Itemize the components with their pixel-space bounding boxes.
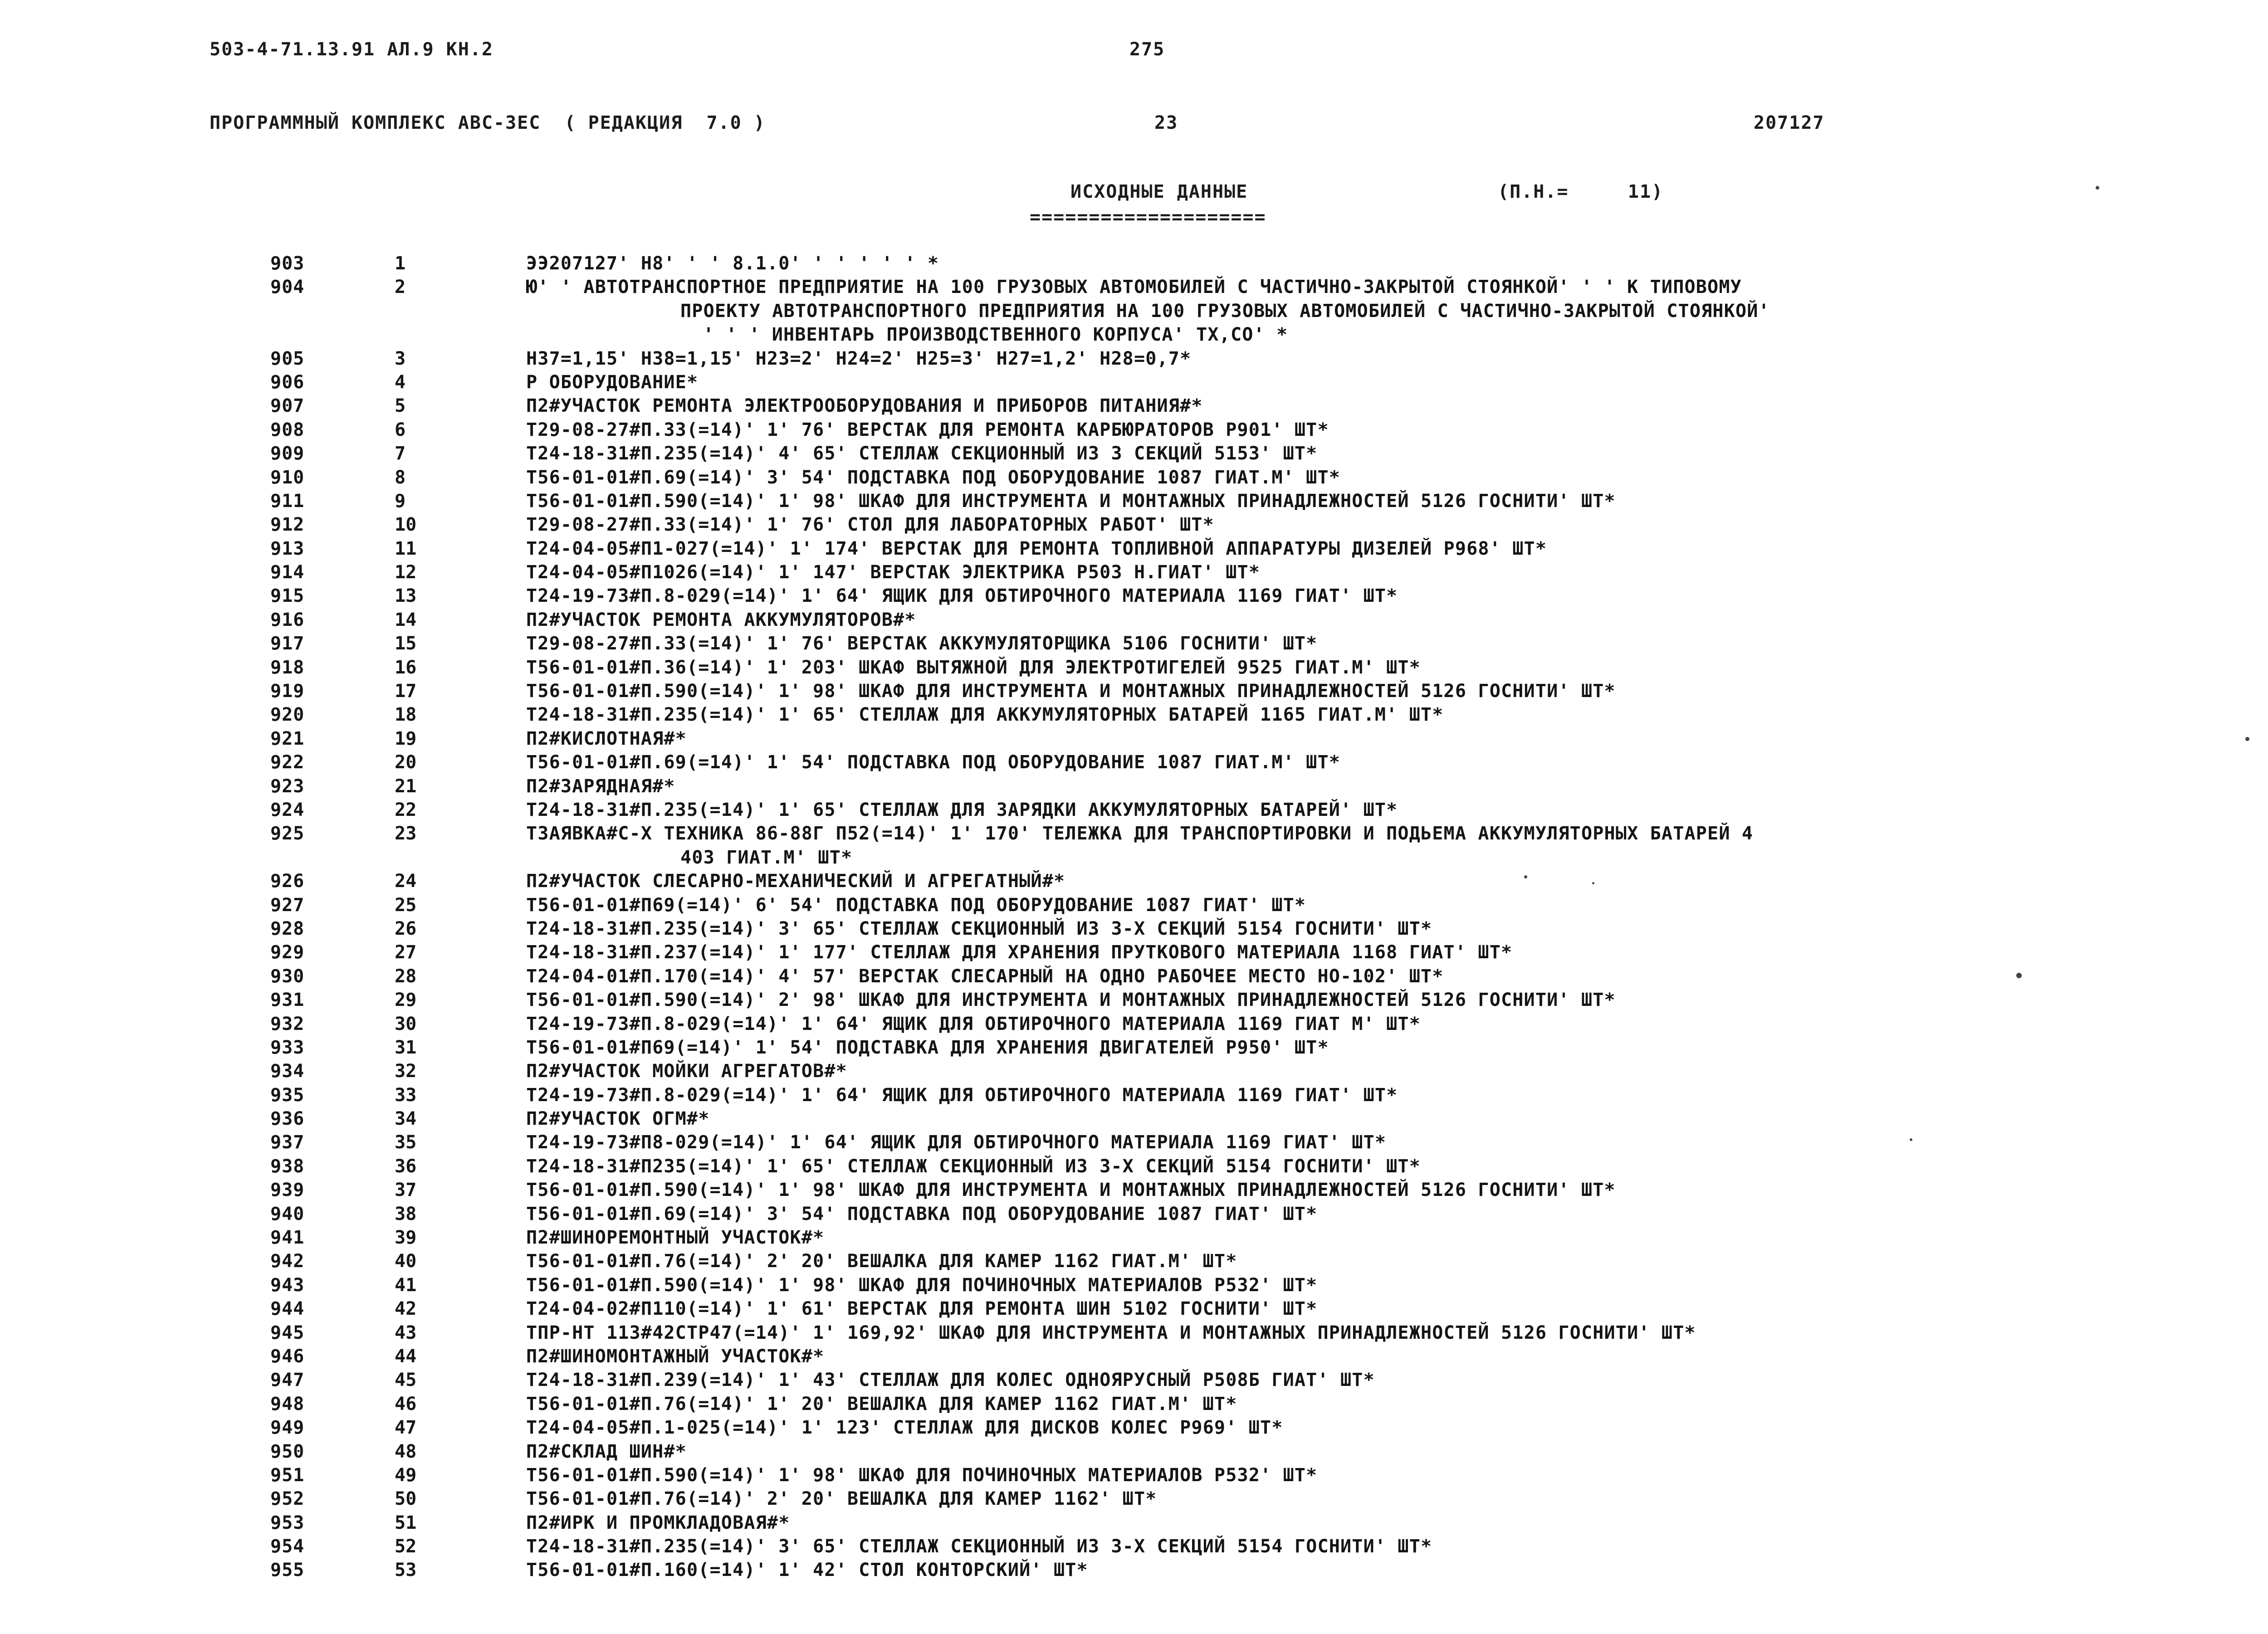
section-parameter: (П.Н.= 11) bbox=[1498, 181, 1664, 202]
record-text: П2#СКЛАД ШИН#* bbox=[526, 1441, 687, 1462]
record-text: Т24-18-31#П.235(=14)' 3' 65' СТЕЛЛАЖ СЕКЦИОННЫЙ ИЗ 3-Х СЕКЦИЙ 5154 ГОСНИТИ' ШТ* bbox=[526, 918, 1432, 939]
record-text: П2#УЧАСТОК МОЙКИ АГРЕГАТОВ#* bbox=[526, 1061, 847, 1082]
record-text: П2#ИРК И ПРОМКЛАДОВАЯ#* bbox=[526, 1512, 790, 1533]
record-number: 916 bbox=[270, 609, 305, 630]
line-index: 27 bbox=[395, 942, 417, 963]
record-number: 920 bbox=[270, 704, 305, 726]
record-number: 953 bbox=[270, 1512, 305, 1533]
line-index: 2 bbox=[395, 277, 406, 298]
record-number: 925 bbox=[270, 823, 305, 844]
record-number: 933 bbox=[270, 1037, 305, 1058]
record-text: Т24-19-73#П.8-029(=14)' 1' 64' ЯЩИК ДЛЯ ОБТИРОЧНОГО МАТЕРИАЛА 1169 ГИАТ М' ШТ* bbox=[526, 1013, 1421, 1034]
record-text: Т24-19-73#П8-029(=14)' 1' 64' ЯЩИК ДЛЯ ОБТИРОЧНОГО МАТЕРИАЛА 1169 ГИАТ' ШТ* bbox=[526, 1132, 1387, 1153]
record-number: 930 bbox=[270, 966, 305, 987]
line-index: 7 bbox=[395, 443, 406, 464]
line-index: 45 bbox=[395, 1370, 417, 1391]
record-number: 932 bbox=[270, 1013, 305, 1034]
line-index: 8 bbox=[395, 467, 406, 488]
program-title: ПРОГРАММНЫЙ КОМПЛЕКС АВС-3ЕС ( РЕДАКЦИЯ 7.0 ) bbox=[210, 112, 766, 133]
record-number: 950 bbox=[270, 1441, 305, 1462]
record-number: 940 bbox=[270, 1203, 305, 1224]
line-index: 31 bbox=[395, 1037, 417, 1058]
record-number: 919 bbox=[270, 681, 305, 702]
record-text: Т24-18-31#П.235(=14)' 1' 65' СТЕЛЛАЖ ДЛЯ ЗАРЯДКИ АККУМУЛЯТОРНЫХ БАТАРЕЙ' ШТ* bbox=[526, 799, 1398, 820]
line-index: 33 bbox=[395, 1084, 417, 1106]
line-index: 42 bbox=[395, 1298, 417, 1320]
record-text: П2#ЗАРЯДНАЯ#* bbox=[526, 776, 675, 797]
record-number: 913 bbox=[270, 538, 305, 559]
record-number: 918 bbox=[270, 657, 305, 678]
line-index: 24 bbox=[395, 871, 417, 892]
line-index: 6 bbox=[395, 419, 406, 440]
line-index: 41 bbox=[395, 1274, 417, 1296]
print-speck bbox=[2016, 973, 2022, 978]
sheet-number: 23 bbox=[1154, 112, 1178, 133]
record-number: 915 bbox=[270, 585, 305, 607]
line-index: 12 bbox=[395, 562, 417, 583]
record-number: 929 bbox=[270, 942, 305, 963]
record-text: Т56-01-01#П.76(=14)' 2' 20' ВЕШАЛКА ДЛЯ КАМЕР 1162 ГИАТ.М' ШТ* bbox=[526, 1251, 1237, 1272]
line-index: 5 bbox=[395, 395, 406, 417]
line-index: 10 bbox=[395, 514, 417, 536]
record-number: 917 bbox=[270, 633, 305, 654]
record-number: 927 bbox=[270, 894, 305, 916]
record-number: 944 bbox=[270, 1298, 305, 1320]
record-text: ЭЭ207127' Н8' ' ' 8.1.0' ' ' ' ' ' * bbox=[526, 253, 939, 274]
record-number: 946 bbox=[270, 1346, 305, 1367]
record-text: Р ОБОРУДОВАНИЕ* bbox=[526, 371, 699, 393]
line-index: 53 bbox=[395, 1560, 417, 1581]
line-index: 9 bbox=[395, 490, 406, 512]
line-index: 3 bbox=[395, 348, 406, 369]
record-text: Т56-01-01#П.69(=14)' 3' 54' ПОДСТАВКА ПОД ОБОРУДОВАНИЕ 1087 ГИАТ' ШТ* bbox=[526, 1203, 1318, 1224]
record-number: 955 bbox=[270, 1560, 305, 1581]
record-text: Т56-01-01#П.76(=14)' 2' 20' ВЕШАЛКА ДЛЯ КАМЕР 1162' ШТ* bbox=[526, 1488, 1157, 1510]
record-text: Т29-08-27#П.33(=14)' 1' 76' ВЕРСТАК ДЛЯ РЕМОНТА КАРБЮРАТОРОВ Р901' ШТ* bbox=[526, 419, 1329, 440]
record-number: 934 bbox=[270, 1061, 305, 1082]
print-speck bbox=[1524, 875, 1527, 878]
line-index: 19 bbox=[395, 728, 417, 749]
record-text: П2#ШИНОМОНТАЖНЫЙ УЧАСТОК#* bbox=[526, 1346, 825, 1367]
record-text: Т24-18-31#П.237(=14)' 1' 177' СТЕЛЛАЖ ДЛЯ ХРАНЕНИЯ ПРУТКОВОГО МАТЕРИАЛА 1168 ГИАТ' ШТ* bbox=[526, 942, 1513, 963]
record-text: Т56-01-01#П.590(=14)' 1' 98' ШКАФ ДЛЯ ИНСТРУМЕНТА И МОНТАЖНЫХ ПРИНАДЛЕЖНОСТЕЙ 5126 ГОСНИТИ' ШТ* bbox=[526, 490, 1616, 512]
line-index: 14 bbox=[395, 609, 417, 630]
record-text: Т24-19-73#П.8-029(=14)' 1' 64' ЯЩИК ДЛЯ ОБТИРОЧНОГО МАТЕРИАЛА 1169 ГИАТ' ШТ* bbox=[526, 1084, 1398, 1106]
line-index: 44 bbox=[395, 1346, 417, 1367]
record-number: 904 bbox=[270, 277, 305, 298]
record-text: Т56-01-01#П.69(=14)' 3' 54' ПОДСТАВКА ПОД ОБОРУДОВАНИЕ 1087 ГИАТ.М' ШТ* bbox=[526, 467, 1341, 488]
record-text: П2#УЧАСТОК СЛЕСАРНО-МЕХАНИЧЕСКИЙ И АГРЕГАТНЫЙ#* bbox=[526, 871, 1066, 892]
record-text: Т29-08-27#П.33(=14)' 1' 76' СТОЛ ДЛЯ ЛАБОРАТОРНЫХ РАБОТ' ШТ* bbox=[526, 514, 1214, 536]
record-text: Т29-08-27#П.33(=14)' 1' 76' ВЕРСТАК АККУМУЛЯТОРЩИКА 5106 ГОСНИТИ' ШТ* bbox=[526, 633, 1318, 654]
record-text: Т56-01-01#П.160(=14)' 1' 42' СТОЛ КОНТОРСКИЙ' ШТ* bbox=[526, 1560, 1088, 1581]
line-index: 47 bbox=[395, 1417, 417, 1439]
record-text: Т24-04-05#П1026(=14)' 1' 147' ВЕРСТАК ЭЛЕКТРИКА Р503 Н.ГИАТ' ШТ* bbox=[526, 562, 1261, 583]
line-index: 21 bbox=[395, 776, 417, 797]
record-text: Т56-01-01#П.590(=14)' 2' 98' ШКАФ ДЛЯ ИНСТРУМЕНТА И МОНТАЖНЫХ ПРИНАДЛЕЖНОСТЕЙ 5126 ГОСНИТИ' ШТ* bbox=[526, 990, 1616, 1011]
record-number: 914 bbox=[270, 562, 305, 583]
print-speck bbox=[2096, 186, 2099, 190]
line-index: 1 bbox=[395, 253, 406, 274]
document-reference: 503-4-71.13.91 АЛ.9 КН.2 bbox=[210, 39, 494, 60]
record-text: Т24-18-31#П.235(=14)' 1' 65' СТЕЛЛАЖ ДЛЯ АККУМУЛЯТОРНЫХ БАТАРЕЙ 1165 ГИАТ.М' ШТ* bbox=[526, 704, 1444, 726]
line-index: 32 bbox=[395, 1061, 417, 1082]
record-number: 938 bbox=[270, 1156, 305, 1177]
record-text: ТПР-НТ 113#42СТР47(=14)' 1' 169,92' ШКАФ ДЛЯ ИНСТРУМЕНТА И МОНТАЖНЫХ ПРИНАДЛЕЖНОСТЕЙ 5126 ГОСНИТИ' ШТ* bbox=[526, 1322, 1696, 1343]
line-index: 52 bbox=[395, 1536, 417, 1557]
line-index: 50 bbox=[395, 1488, 417, 1510]
record-text: Т56-01-01#П.590(=14)' 1' 98' ШКАФ ДЛЯ ИНСТРУМЕНТА И МОНТАЖНЫХ ПРИНАДЛЕЖНОСТЕЙ 5126 ГОСНИТИ' ШТ* bbox=[526, 681, 1616, 702]
line-index: 13 bbox=[395, 585, 417, 607]
record-text: Т24-04-01#П.170(=14)' 4' 57' ВЕРСТАК СЛЕСАРНЫЙ НА ОДНО РАБОЧЕЕ МЕСТО НО-102' ШТ* bbox=[526, 966, 1444, 987]
record-number: 911 bbox=[270, 490, 305, 512]
line-index: 37 bbox=[395, 1180, 417, 1201]
record-text: Ю' ' АВТОТРАНСПОРТНОЕ ПРЕДПРИЯТИЕ НА 100 ГРУЗОВЫХ АВТОМОБИЛЕЙ С ЧАСТИЧНО-ЗАКРЫТОЙ СТОЯНКОЙ' ' ' К ТИПОВОМУ bbox=[526, 277, 1742, 298]
line-index: 46 bbox=[395, 1393, 417, 1415]
record-number: 945 bbox=[270, 1322, 305, 1343]
line-index: 51 bbox=[395, 1512, 417, 1533]
record-number: 905 bbox=[270, 348, 305, 369]
record-number: 922 bbox=[270, 752, 305, 773]
line-index: 29 bbox=[395, 990, 417, 1011]
line-index: 26 bbox=[395, 918, 417, 939]
line-index: 43 bbox=[395, 1322, 417, 1343]
record-number: 903 bbox=[270, 253, 305, 274]
record-number: 910 bbox=[270, 467, 305, 488]
record-text: Т24-18-31#П.239(=14)' 1' 43' СТЕЛЛАЖ ДЛЯ КОЛЕС ОДНОЯРУСНЫЙ Р508Б ГИАТ' ШТ* bbox=[526, 1370, 1375, 1391]
record-number: 948 bbox=[270, 1393, 305, 1415]
record-number: 936 bbox=[270, 1108, 305, 1130]
record-number: 907 bbox=[270, 395, 305, 417]
record-number: 943 bbox=[270, 1274, 305, 1296]
record-number: 951 bbox=[270, 1464, 305, 1486]
record-text: ' ' ' ИНВЕНТАРЬ ПРОИЗВОДСТВЕННОГО КОРПУСА' ТХ,СО' * bbox=[703, 324, 1288, 346]
record-number: 949 bbox=[270, 1417, 305, 1439]
record-text: Т56-01-01#П.590(=14)' 1' 98' ШКАФ ДЛЯ ПОЧИНОЧНЫХ МАТЕРИАЛОВ Р532' ШТ* bbox=[526, 1274, 1318, 1296]
record-number: 935 bbox=[270, 1084, 305, 1106]
record-text: Т24-04-05#П1-027(=14)' 1' 174' ВЕРСТАК ДЛЯ РЕМОНТА ТОПЛИВНОЙ АППАРАТУРЫ ДИЗЕЛЕЙ Р968' ШТ* bbox=[526, 538, 1547, 559]
record-text: Т56-01-01#П.69(=14)' 1' 54' ПОДСТАВКА ПОД ОБОРУДОВАНИЕ 1087 ГИАТ.М' ШТ* bbox=[526, 752, 1341, 773]
page-number: 275 bbox=[1129, 39, 1165, 60]
line-index: 48 bbox=[395, 1441, 417, 1462]
record-text: 403 ГИАТ.М' ШТ* bbox=[680, 847, 853, 868]
record-number: 921 bbox=[270, 728, 305, 749]
record-text: П2#ШИНОРЕМОНТНЫЙ УЧАСТОК#* bbox=[526, 1227, 825, 1249]
record-text: Т56-01-01#П.36(=14)' 1' 203' ШКАФ ВЫТЯЖНОЙ ДЛЯ ЭЛЕКТРОТИГЕЛЕЙ 9525 ГИАТ.М' ШТ* bbox=[526, 657, 1421, 678]
record-text: П2#УЧАСТОК РЕМОНТА ЭЛЕКТРООБОРУДОВАНИЯ И ПРИБОРОВ ПИТАНИЯ#* bbox=[526, 395, 1203, 417]
line-index: 15 bbox=[395, 633, 417, 654]
record-text: Н37=1,15' Н38=1,15' Н23=2' Н24=2' Н25=3' Н27=1,2' Н28=0,7* bbox=[526, 348, 1192, 369]
project-code: 207127 bbox=[1754, 112, 1825, 133]
record-text: Т56-01-01#П.590(=14)' 1' 98' ШКАФ ДЛЯ ИНСТРУМЕНТА И МОНТАЖНЫХ ПРИНАДЛЕЖНОСТЕЙ 5126 ГОСНИТИ' ШТ* bbox=[526, 1180, 1616, 1201]
record-number: 931 bbox=[270, 990, 305, 1011]
record-text: Т56-01-01#П69(=14)' 6' 54' ПОДСТАВКА ПОД ОБОРУДОВАНИЕ 1087 ГИАТ' ШТ* bbox=[526, 894, 1306, 916]
record-text: ПРОЕКТУ АВТОТРАНСПОРТНОГО ПРЕДПРИЯТИЯ НА 100 ГРУЗОВЫХ АВТОМОБИЛЕЙ С ЧАСТИЧНО-ЗАКРЫТОЙ СТОЯНКОЙ' bbox=[680, 300, 1770, 322]
record-text: Т24-04-05#П.1-025(=14)' 1' 123' СТЕЛЛАЖ ДЛЯ ДИСКОВ КОЛЕС Р969' ШТ* bbox=[526, 1417, 1283, 1439]
line-index: 11 bbox=[395, 538, 417, 559]
line-index: 18 bbox=[395, 704, 417, 726]
record-text: Т24-18-31#П235(=14)' 1' 65' СТЕЛЛАЖ СЕКЦИОННЫЙ ИЗ 3-Х СЕКЦИЙ 5154 ГОСНИТИ' ШТ* bbox=[526, 1156, 1421, 1177]
line-index: 25 bbox=[395, 894, 417, 916]
print-speck bbox=[1592, 882, 1594, 884]
line-index: 22 bbox=[395, 799, 417, 820]
line-index: 35 bbox=[395, 1132, 417, 1153]
line-index: 39 bbox=[395, 1227, 417, 1249]
line-index: 49 bbox=[395, 1464, 417, 1486]
record-text: Т24-04-02#П110(=14)' 1' 61' ВЕРСТАК ДЛЯ РЕМОНТА ШИН 5102 ГОСНИТИ' ШТ* bbox=[526, 1298, 1318, 1320]
record-number: 952 bbox=[270, 1488, 305, 1510]
record-number: 939 bbox=[270, 1180, 305, 1201]
record-text: Т56-01-01#П69(=14)' 1' 54' ПОДСТАВКА ДЛЯ ХРАНЕНИЯ ДВИГАТЕЛЕЙ Р950' ШТ* bbox=[526, 1037, 1329, 1058]
record-text: Т56-01-01#П.76(=14)' 1' 20' ВЕШАЛКА ДЛЯ КАМЕР 1162 ГИАТ.М' ШТ* bbox=[526, 1393, 1237, 1415]
line-index: 23 bbox=[395, 823, 417, 844]
record-text: П2#УЧАСТОК РЕМОНТА АККУМУЛЯТОРОВ#* bbox=[526, 609, 916, 630]
line-index: 34 bbox=[395, 1108, 417, 1130]
line-index: 17 bbox=[395, 681, 417, 702]
line-index: 38 bbox=[395, 1203, 417, 1224]
record-text: П2#УЧАСТОК ОГМ#* bbox=[526, 1108, 710, 1130]
record-number: 909 bbox=[270, 443, 305, 464]
record-number: 912 bbox=[270, 514, 305, 536]
record-text: Т56-01-01#П.590(=14)' 1' 98' ШКАФ ДЛЯ ПОЧИНОЧНЫХ МАТЕРИАЛОВ Р532' ШТ* bbox=[526, 1464, 1318, 1486]
line-index: 20 bbox=[395, 752, 417, 773]
record-text: ТЗАЯВКА#С-Х ТЕХНИКА 86-88Г П52(=14)' 1' 170' ТЕЛЕЖКА ДЛЯ ТРАНСПОРТИРОВКИ И ПОДЬЕМА АККУМУЛЯТОРНЫХ БАТАРЕЙ 4 bbox=[526, 823, 1754, 844]
record-number: 923 bbox=[270, 776, 305, 797]
record-number: 941 bbox=[270, 1227, 305, 1249]
line-index: 30 bbox=[395, 1013, 417, 1034]
line-index: 36 bbox=[395, 1156, 417, 1177]
record-number: 937 bbox=[270, 1132, 305, 1153]
record-number: 942 bbox=[270, 1251, 305, 1272]
record-number: 954 bbox=[270, 1536, 305, 1557]
record-text: П2#КИСЛОТНАЯ#* bbox=[526, 728, 687, 749]
print-speck bbox=[2245, 737, 2249, 741]
record-text: Т24-18-31#П.235(=14)' 4' 65' СТЕЛЛАЖ СЕКЦИОННЫЙ ИЗ 3 СЕКЦИЙ 5153' ШТ* bbox=[526, 443, 1318, 464]
record-text: Т24-19-73#П.8-029(=14)' 1' 64' ЯЩИК ДЛЯ ОБТИРОЧНОГО МАТЕРИАЛА 1169 ГИАТ' ШТ* bbox=[526, 585, 1398, 607]
line-index: 16 bbox=[395, 657, 417, 678]
record-number: 908 bbox=[270, 419, 305, 440]
record-number: 928 bbox=[270, 918, 305, 939]
line-index: 4 bbox=[395, 371, 406, 393]
line-index: 28 bbox=[395, 966, 417, 987]
print-speck bbox=[1910, 1138, 1912, 1141]
title-underline: ==================== bbox=[1030, 207, 1266, 228]
record-text: Т24-18-31#П.235(=14)' 3' 65' СТЕЛЛАЖ СЕКЦИОННЫЙ ИЗ 3-Х СЕКЦИЙ 5154 ГОСНИТИ' ШТ* bbox=[526, 1536, 1432, 1557]
record-number: 947 bbox=[270, 1370, 305, 1391]
record-number: 924 bbox=[270, 799, 305, 820]
line-index: 40 bbox=[395, 1251, 417, 1272]
section-title: ИСХОДНЫЕ ДАННЫЕ bbox=[1070, 181, 1248, 202]
record-number: 926 bbox=[270, 871, 305, 892]
record-number: 906 bbox=[270, 371, 305, 393]
